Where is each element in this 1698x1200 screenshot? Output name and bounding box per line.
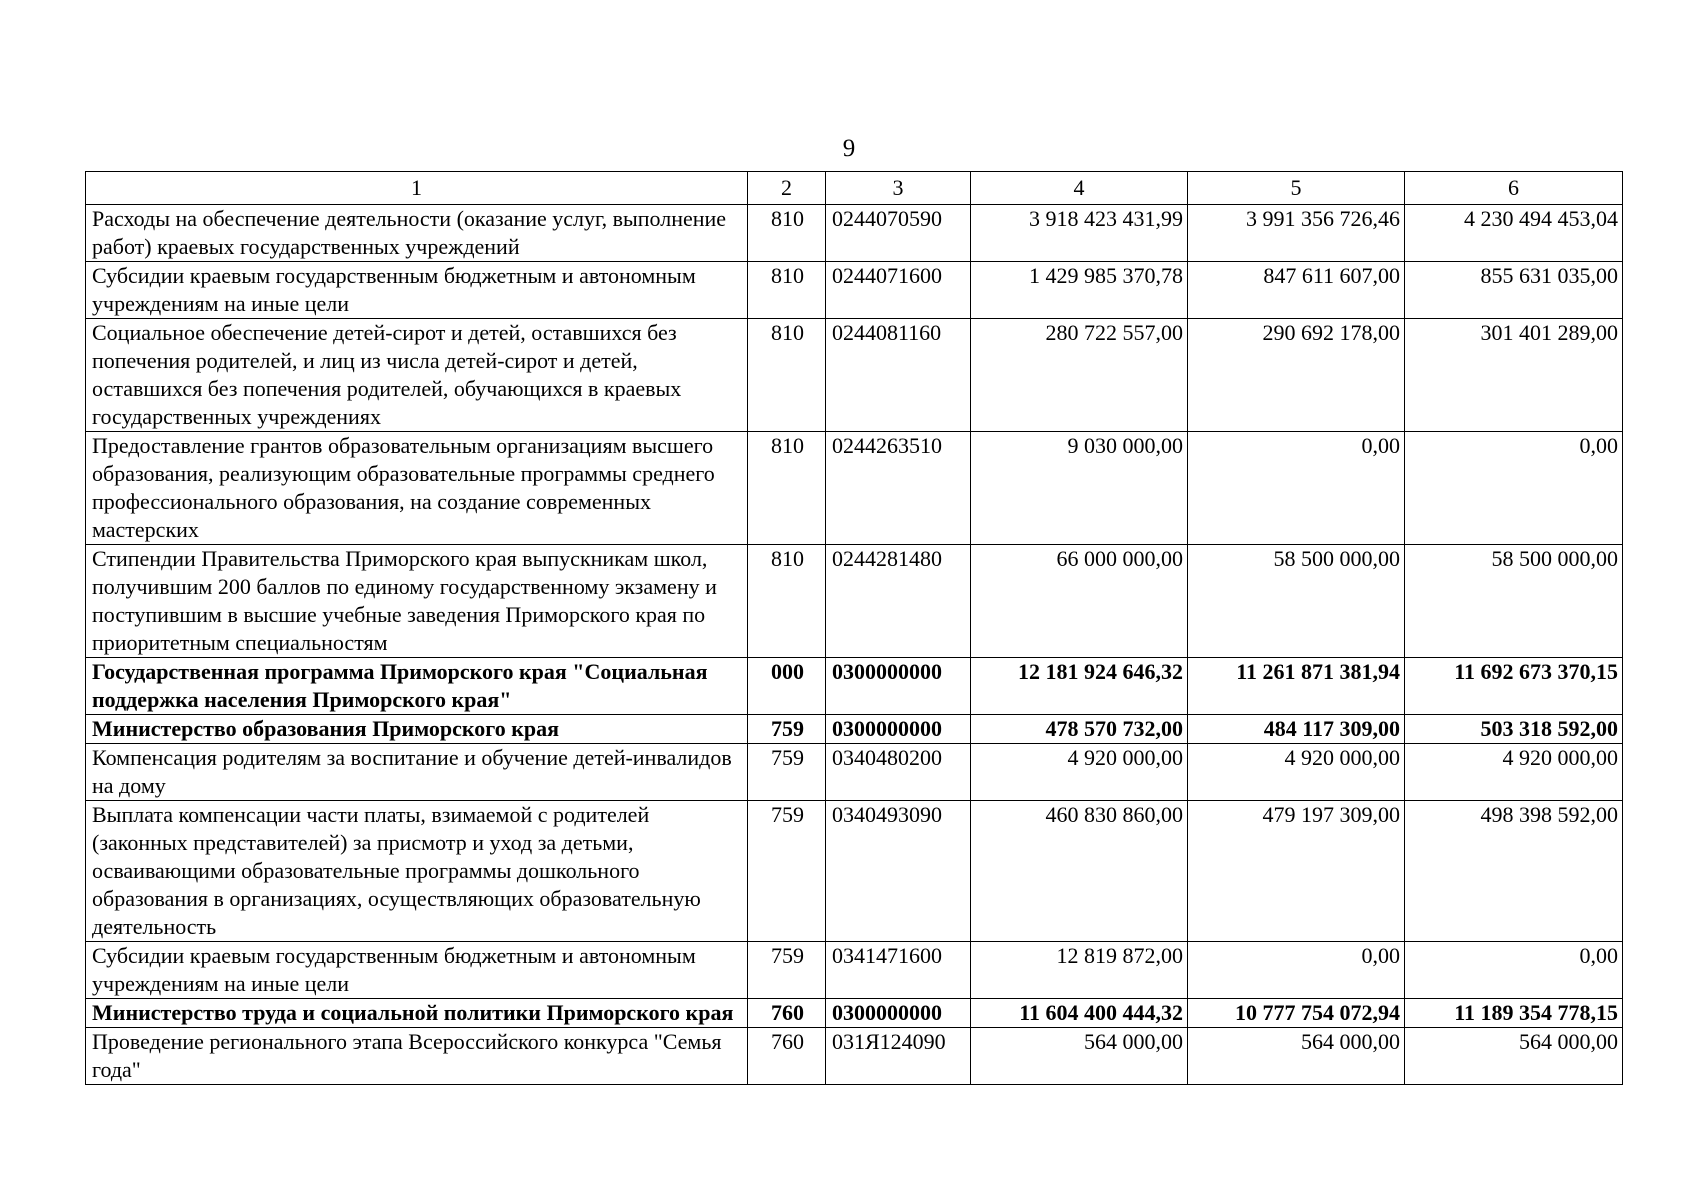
row-amount-col4: 564 000,00 <box>971 1028 1188 1085</box>
row-kbk-code: 0341471600 <box>826 942 971 999</box>
row-description: Министерство образования Приморского края <box>86 715 748 744</box>
table-row <box>86 262 1623 319</box>
row-amount-col4: 11 604 400 444,32 <box>971 999 1188 1028</box>
budget-table <box>85 171 1623 1085</box>
row-grbs-code: 810 <box>748 432 826 545</box>
row-amount-col5: 3 991 356 726,46 <box>1188 205 1405 262</box>
row-grbs-code: 810 <box>748 319 826 432</box>
row-description: Компенсация родителям за воспитание и обучение детей-инвалидов на дому <box>86 744 748 801</box>
row-kbk-code: 0244281480 <box>826 545 971 658</box>
row-amount-col6: 11 189 354 778,15 <box>1405 999 1623 1028</box>
row-kbk-code: 0244081160 <box>826 319 971 432</box>
row-grbs-code: 759 <box>748 744 826 801</box>
row-description: Расходы на обеспечение деятельности (оказание услуг, выполнение работ) краевых государственных учреждений <box>86 205 748 262</box>
row-kbk-code: 0340480200 <box>826 744 971 801</box>
column-header: 2 <box>748 172 826 205</box>
row-amount-col6: 0,00 <box>1405 942 1623 999</box>
row-amount-col6: 11 692 673 370,15 <box>1405 658 1623 715</box>
table-row <box>86 545 1623 658</box>
row-amount-col5: 290 692 178,00 <box>1188 319 1405 432</box>
row-kbk-code: 0300000000 <box>826 658 971 715</box>
table-row <box>86 999 1623 1028</box>
row-grbs-code: 760 <box>748 999 826 1028</box>
table-row <box>86 432 1623 545</box>
row-grbs-code: 759 <box>748 942 826 999</box>
row-description: Социальное обеспечение детей-сирот и детей, оставшихся без попечения родителей, и лиц из числа детей-сирот и детей, оставшихся без попечения родителей, обучающихся в краевых государственных учреждениях <box>86 319 748 432</box>
row-grbs-code: 810 <box>748 545 826 658</box>
row-description: Субсидии краевым государственным бюджетным и автономным учреждениям на иные цели <box>86 262 748 319</box>
row-amount-col6: 855 631 035,00 <box>1405 262 1623 319</box>
column-header: 6 <box>1405 172 1623 205</box>
row-grbs-code: 759 <box>748 801 826 942</box>
row-amount-col4: 1 429 985 370,78 <box>971 262 1188 319</box>
row-amount-col5: 4 920 000,00 <box>1188 744 1405 801</box>
row-kbk-code: 0300000000 <box>826 715 971 744</box>
row-description: Выплата компенсации части платы, взимаемой с родителей (законных представителей) за присмотр и уход за детьми, осваивающими образовательные программы дошкольного образования в организациях, осуществляющих образовательную деятельность <box>86 801 748 942</box>
row-amount-col6: 564 000,00 <box>1405 1028 1623 1085</box>
row-amount-col5: 484 117 309,00 <box>1188 715 1405 744</box>
row-kbk-code: 0244071600 <box>826 262 971 319</box>
column-header: 4 <box>971 172 1188 205</box>
row-amount-col5: 847 611 607,00 <box>1188 262 1405 319</box>
row-amount-col4: 66 000 000,00 <box>971 545 1188 658</box>
table-row <box>86 319 1623 432</box>
table-header-row <box>86 172 1623 205</box>
row-amount-col5: 0,00 <box>1188 432 1405 545</box>
row-amount-col6: 498 398 592,00 <box>1405 801 1623 942</box>
row-description: Государственная программа Приморского края "Социальная поддержка населения Приморского края" <box>86 658 748 715</box>
table-row <box>86 1028 1623 1085</box>
row-grbs-code: 810 <box>748 262 826 319</box>
row-amount-col6: 4 920 000,00 <box>1405 744 1623 801</box>
table-row <box>86 715 1623 744</box>
table-row <box>86 658 1623 715</box>
row-amount-col4: 460 830 860,00 <box>971 801 1188 942</box>
row-amount-col6: 301 401 289,00 <box>1405 319 1623 432</box>
row-kbk-code: 0340493090 <box>826 801 971 942</box>
row-amount-col6: 503 318 592,00 <box>1405 715 1623 744</box>
row-kbk-code: 0300000000 <box>826 999 971 1028</box>
row-amount-col6: 4 230 494 453,04 <box>1405 205 1623 262</box>
column-header: 1 <box>86 172 748 205</box>
row-amount-col6: 0,00 <box>1405 432 1623 545</box>
table-row <box>86 205 1623 262</box>
row-kbk-code: 0244263510 <box>826 432 971 545</box>
row-amount-col4: 4 920 000,00 <box>971 744 1188 801</box>
row-description: Субсидии краевым государственным бюджетным и автономным учреждениям на иные цели <box>86 942 748 999</box>
row-amount-col4: 12 181 924 646,32 <box>971 658 1188 715</box>
table-row <box>86 801 1623 942</box>
row-amount-col5: 58 500 000,00 <box>1188 545 1405 658</box>
row-description: Министерство труда и социальной политики Приморского края <box>86 999 748 1028</box>
row-amount-col4: 3 918 423 431,99 <box>971 205 1188 262</box>
row-grbs-code: 000 <box>748 658 826 715</box>
row-kbk-code: 031Я124090 <box>826 1028 971 1085</box>
row-amount-col5: 479 197 309,00 <box>1188 801 1405 942</box>
row-grbs-code: 810 <box>748 205 826 262</box>
row-amount-col4: 12 819 872,00 <box>971 942 1188 999</box>
row-amount-col5: 11 261 871 381,94 <box>1188 658 1405 715</box>
column-header: 3 <box>826 172 971 205</box>
table-row <box>86 942 1623 999</box>
row-amount-col4: 9 030 000,00 <box>971 432 1188 545</box>
row-amount-col5: 0,00 <box>1188 942 1405 999</box>
row-grbs-code: 760 <box>748 1028 826 1085</box>
table-row <box>86 744 1623 801</box>
row-description: Предоставление грантов образовательным организациям высшего образования, реализующим образовательные программы среднего профессионального образования, на создание современных мастерских <box>86 432 748 545</box>
row-description: Проведение регионального этапа Всероссийского конкурса "Семья года" <box>86 1028 748 1085</box>
row-amount-col5: 564 000,00 <box>1188 1028 1405 1085</box>
page-number: 9 <box>842 135 856 162</box>
column-header: 5 <box>1188 172 1405 205</box>
row-kbk-code: 0244070590 <box>826 205 971 262</box>
row-amount-col5: 10 777 754 072,94 <box>1188 999 1405 1028</box>
row-description: Стипендии Правительства Приморского края выпускникам школ, получившим 200 баллов по единому государственному экзамену и поступившим в высшие учебные заведения Приморского края по приоритетным специальностям <box>86 545 748 658</box>
row-grbs-code: 759 <box>748 715 826 744</box>
row-amount-col6: 58 500 000,00 <box>1405 545 1623 658</box>
row-amount-col4: 280 722 557,00 <box>971 319 1188 432</box>
row-amount-col4: 478 570 732,00 <box>971 715 1188 744</box>
